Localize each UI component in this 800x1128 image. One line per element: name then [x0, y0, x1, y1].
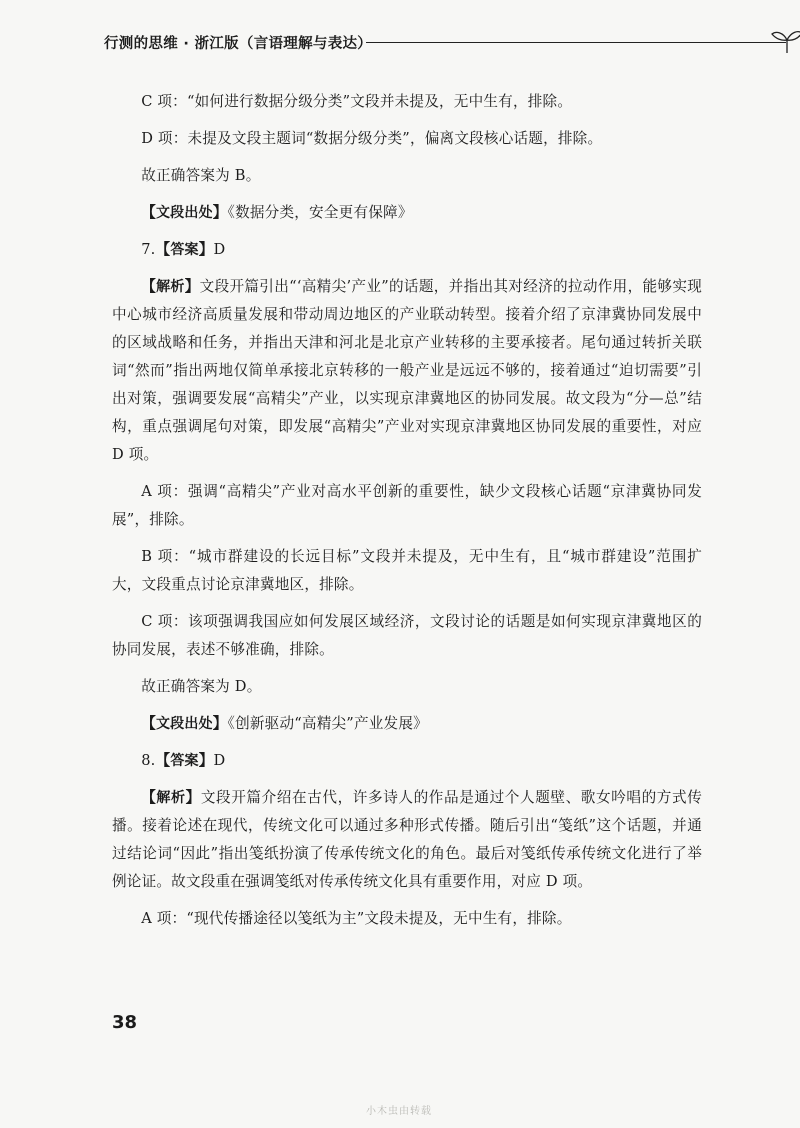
option-d-explanation: D 项：未提及文段主题词“数据分级分类”，偏离文段核心话题，排除。	[141, 130, 603, 147]
header-title: 行测的思维 · 浙江版（言语理解与表达）	[104, 36, 373, 52]
analysis-text: 文段开篇引出“‘高精尖’产业”的话题，并指出其对经济的拉动作用，能够实现中心城市经济高质量发展和带动周边地区的产业联动转型。接着介绍了京津冀协同发展中的区域战略和任务，并指出天津和河北是北京产业转移的主要承接者。尾句通过转折关联词“然而”指出两地仅简单承接北京转移的一般产业是远远不够的，接着通过“迫切需要”引出对策，强调要发展“高精尖”产业，以实现京津冀地区的协同发展。故文段为“分—总”结构，重点强调尾句对策，即发展“高精尖”产业对实现京津冀地区协同发展的重要性，对应 D 项。	[112, 278, 703, 463]
correct-answer-line: 故正确答案为 B。	[141, 167, 261, 184]
source-label: 文段出处	[155, 716, 213, 732]
answer-value: D	[213, 241, 226, 258]
answer-line-q8: 8.【答案】D	[141, 752, 226, 769]
analysis-label: 解析	[156, 790, 186, 806]
source-label: 文段出处	[155, 205, 213, 221]
analysis-q8: 【解析】文段开篇介绍在古代，许多诗人的作品是通过个人题壁、歌女吟唱的方式传播。接着论述在现代，传统文化可以通过多种形式传播。随后引出“笺纸”这个话题，并通过结论词“因此”指出笺纸扮演了传承传统文化的角色。最后对笺纸传承传统文化进行了举例论证。故文段重在强调笺纸对传承传统文化具有重要作用，对应 D 项。	[112, 789, 702, 890]
source-line-q7: 【文段出处】《创新驱动“高精尖”产业发展》	[141, 715, 428, 732]
option-a-explanation-q8: A 项：“现代传播途径以笺纸为主”文段未提及，无中生有，排除。	[141, 910, 572, 927]
analysis-text: 文段开篇介绍在古代，许多诗人的作品是通过个人题壁、歌女吟唱的方式传播。接着论述在现代，传统文化可以通过多种形式传播。随后引出“笺纸”这个话题，并通过结论词“因此”指出笺纸扮演了传承传统文化的角色。最后对笺纸传承传统文化进行了举例论证。故文段重在强调笺纸对传承传统文化具有重要作用，对应 D 项。	[112, 789, 702, 890]
source-title: 《数据分类，安全更有保障》	[227, 204, 413, 221]
source-line: 【文段出处】《数据分类，安全更有保障》	[141, 204, 413, 221]
option-c-explanation-q7: C 项：该项强调我国应如何发展区域经济，文段讨论的话题是如何实现京津冀地区的协同发展，表述不够准确，排除。	[112, 613, 702, 658]
question-number: 7.	[141, 241, 156, 258]
sprout-icon	[770, 28, 800, 54]
answer-label: 答案	[170, 242, 199, 258]
correct-answer-line-q7: 故正确答案为 D。	[141, 678, 262, 695]
question-number: 8.	[141, 752, 156, 769]
answer-value: D	[213, 752, 226, 769]
page-number: 38	[112, 1012, 138, 1033]
option-c-explanation: C 项：“如何进行数据分级分类”文段并未提及，无中生有，排除。	[141, 93, 573, 110]
analysis-label: 解析	[156, 279, 185, 295]
header-rule	[366, 42, 786, 43]
source-title: 《创新驱动“高精尖”产业发展》	[227, 715, 428, 732]
option-b-explanation: B 项：“城市群建设的长远目标”文段并未提及，无中生有，且“城市群建设”范围扩大，文段重点讨论京津冀地区，排除。	[112, 548, 702, 593]
option-a-explanation: A 项：强调“高精尖”产业对高水平创新的重要性，缺少文段核心话题“京津冀协同发展”，排除。	[112, 483, 702, 528]
watermark-stamp: 小木虫由转载	[366, 1106, 432, 1117]
answer-label: 答案	[170, 753, 199, 769]
running-header	[104, 28, 704, 58]
answer-line-q7: 7.【答案】D	[141, 241, 226, 258]
analysis-q7: 【解析】文段开篇引出“‘高精尖’产业”的话题，并指出其对经济的拉动作用，能够实现中心城市经济高质量发展和带动周边地区的产业联动转型。接着介绍了京津冀协同发展中的区域战略和任务，并指出天津和河北是北京产业转移的主要承接者。尾句通过转折关联词“然而”指出两地仅简单承接北京转移的一般产业是远远不够的，接着通过“迫切需要”引出对策，强调要发展“高精尖”产业，以实现京津冀地区的协同发展。故文段为“分—总”结构，重点强调尾句对策，即发展“高精尖”产业对实现京津冀地区协同发展的重要性，对应 D 项。	[112, 278, 703, 463]
document-body	[112, 88, 702, 942]
